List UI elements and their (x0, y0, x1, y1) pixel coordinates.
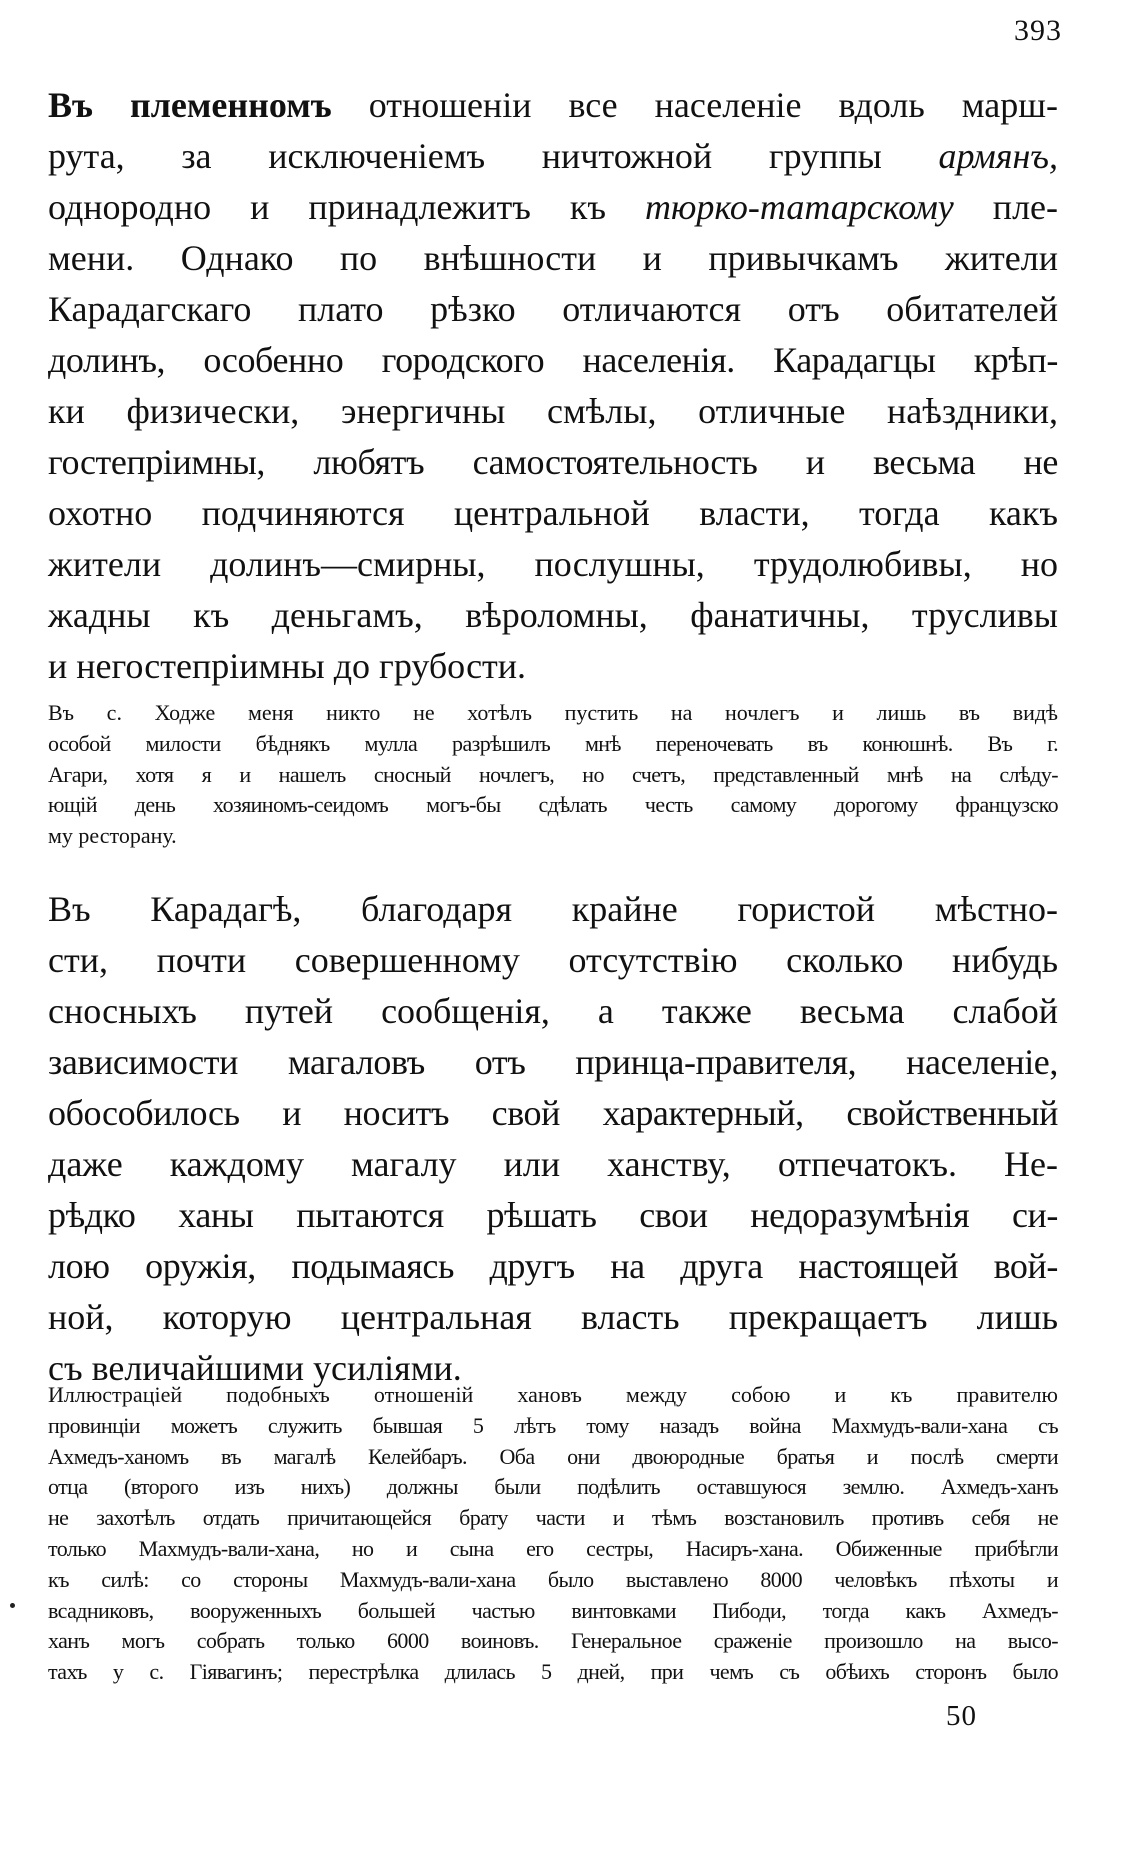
text-line: съ величайшими усиліями. (48, 1348, 462, 1388)
text-line: Карадагскаго плато рѣзко отличаются отъ обитателей (48, 289, 1058, 329)
footnote-line: Ахмедъ-ханомъ въ магалѣ Келейбаръ. Оба они двоюродные братья и послѣ смерти (48, 1443, 1058, 1469)
text-line: рѣдко ханы пытаются рѣшать свои недоразумѣнія си- (48, 1195, 1058, 1235)
footnote-line: не захотѣлъ отдать причитающейся брату части и тѣмъ возстановилъ противъ себя не (48, 1505, 1058, 1531)
page-number: 393 (1014, 14, 1062, 47)
text-line: лою оружія, подымаясь другъ на друга настоящей вой- (48, 1246, 1058, 1286)
text-line: сносныхъ путей сообщенія, а также весьма слабой (48, 991, 1058, 1031)
text-line: зависимости магаловъ отъ принца-правителя, населеніе, (48, 1042, 1058, 1082)
footnote-block-1 (48, 698, 1058, 852)
italic-term: армянъ, (938, 136, 1058, 176)
text-line: даже каждому магалу или ханству, отпечатокъ. Не- (48, 1144, 1058, 1184)
main-paragraph-2 (48, 884, 1058, 1394)
footnote-block-2 (48, 1380, 1058, 1688)
footnote-line: отца (второго изъ нихъ) должны были подѣлить оставшуюся землю. Ахмедъ-ханъ (48, 1474, 1058, 1500)
footnote-line: ющій день хозяиномъ-сеидомъ могъ-бы сдѣлать честь самому дорогому французско (48, 792, 1058, 818)
stray-dot-mark (10, 1603, 15, 1608)
text-line: ной, которую центральная власть прекращаетъ лишь (48, 1297, 1058, 1337)
bold-lead-phrase: Въ племенномъ (48, 85, 332, 125)
text-line: охотно подчиняются центральной власти, тогда какъ (48, 493, 1058, 533)
footnote-line: только Махмудъ-вали-хана, но и сына его сестры, Насиръ-хана. Обиженные прибѣгли (48, 1535, 1058, 1561)
text-line: обособилось и носитъ свой характерный, свойственный (48, 1093, 1058, 1133)
text-line: жители долинъ—смирны, послушны, трудолюбивы, но (48, 544, 1058, 584)
text-line: мени. Однако по внѣшности и привычкамъ жители (48, 238, 1058, 278)
text-line: рута, за исключеніемъ ничтожной группы армянъ, (48, 136, 1058, 176)
text-line: сти, почти совершенному отсутствію сколько нибудь (48, 940, 1058, 980)
footnote-line: тахъ у с. Гіявагинъ; перестрѣлка длилась 5 дней, при чемъ съ обѣихъ сторонъ было (48, 1659, 1058, 1685)
text-line: Въ племенномъ отношеніи все населеніе вдоль марш- (48, 85, 1058, 125)
text-line: Въ Карадагѣ, благодаря крайне гористой мѣстно- (48, 889, 1058, 929)
text-line: ки физически, энергичны смѣлы, отличные наѣздники, (48, 391, 1058, 431)
footnote-line: Иллюстраціей подобныхъ отношеній хановъ между собою и къ правителю (48, 1382, 1058, 1407)
footnote-line: Въ с. Ходже меня никто не хотѣлъ пустить на ночлегъ и лишь въ видѣ (48, 700, 1058, 725)
main-paragraph-1 (48, 80, 1058, 692)
footnote-line: къ силѣ: со стороны Махмудъ-вали-хана было выставлено 8000 человѣкъ пѣхоты и (48, 1566, 1058, 1592)
footnote-line: ханъ могъ собрать только 6000 воиновъ. Генеральное сраженіе произошло на высо- (48, 1628, 1058, 1654)
footnote-line: всадниковъ, вооруженныхъ большей частью винтовками Пибоди, тогда какъ Ахмедъ- (48, 1597, 1058, 1623)
text-line: гостепріимны, любятъ самостоятельность и весьма не (48, 442, 1058, 482)
footnote-line: Агари, хотя я и нашелъ сносный ночлегъ, но счетъ, представленный мнѣ на слѣду- (48, 761, 1058, 787)
text-line: однородно и принадлежитъ къ тюрко-татарскому пле- (48, 187, 1059, 227)
footnote-line: му ресторану. (48, 823, 177, 849)
text-line: жадны къ деньгамъ, вѣроломны, фанатичны, трусливы (48, 595, 1058, 635)
footnote-line: провинціи можетъ служить бывшая 5 лѣтъ тому назадъ война Махмудъ-вали-хана съ (48, 1412, 1058, 1438)
text-line: и негостепріимны до грубости. (48, 646, 527, 686)
italic-term: тюрко-татарскому (645, 187, 954, 227)
footnote-line: особой милости бѣднякъ мулла разрѣшилъ мнѣ переночевать въ конюшнѣ. Въ г. (48, 730, 1058, 756)
text-line: долинъ, особенно городского населенія. Карадагцы крѣп- (48, 340, 1058, 380)
signature-mark: 50 (946, 1700, 977, 1732)
